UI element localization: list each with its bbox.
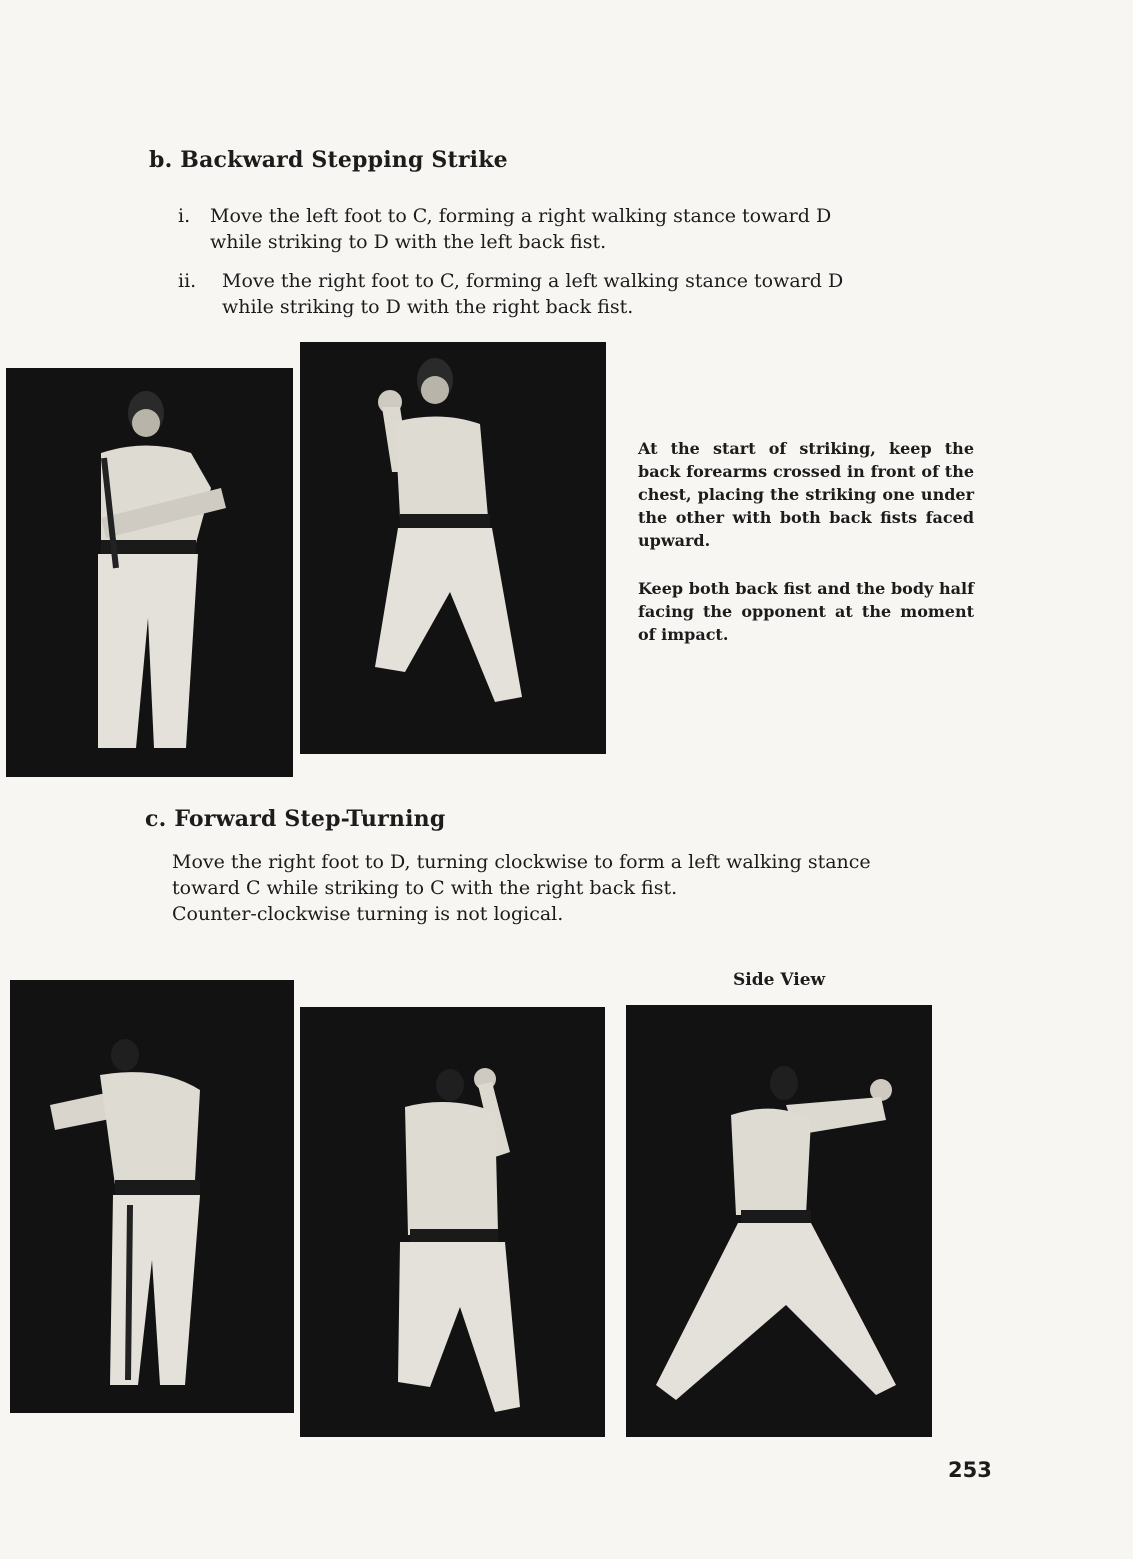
photo-side-view [626, 1005, 932, 1437]
caption-start-striking: At the start of striking, keep the back forearms crossed in front of the chest, placing the striking one under the other with both back fists faced upward. [638, 439, 974, 550]
caption-impact: Keep both back fist and the body half facing the opponent at the moment of impact. [638, 579, 974, 644]
figure-crossed-forearms [6, 368, 293, 777]
step-ii-number: ii. [178, 270, 197, 292]
step-ii-line1: Move the right foot to C, forming a left walking stance toward D [222, 270, 844, 292]
step-i [178, 203, 938, 259]
figure-turning-strike [300, 1007, 605, 1437]
section-c-line3: Counter-clockwise turning is not logical. [172, 903, 564, 925]
figure-turning-back [10, 980, 294, 1413]
step-ii-line2: while striking to D with the right back fist. [222, 296, 634, 318]
section-c-line2: toward C while striking to C with the right back fist. [172, 877, 678, 899]
step-i-line1: Move the left foot to C, forming a right walking stance toward D [210, 205, 832, 227]
step-i-line2: while striking to D with the left back fist. [210, 231, 607, 253]
photo-turning-back [10, 980, 294, 1413]
photo-turning-strike [300, 1007, 605, 1437]
step-ii [178, 268, 938, 324]
figure-side-view [626, 1005, 932, 1437]
photo-back-fist-strike [300, 342, 606, 754]
step-i-number: i. [178, 205, 191, 227]
page-number: 253 [948, 1458, 992, 1482]
section-b-heading: b. Backward Stepping Strike [149, 147, 508, 173]
figure-back-fist-strike [300, 342, 606, 754]
section-c-line1: Move the right foot to D, turning clockwise to form a left walking stance [172, 851, 871, 873]
side-view-label: Side View [733, 970, 826, 990]
photo-crossed-forearms [6, 368, 293, 777]
section-c-heading: c. Forward Step-Turning [145, 806, 446, 832]
